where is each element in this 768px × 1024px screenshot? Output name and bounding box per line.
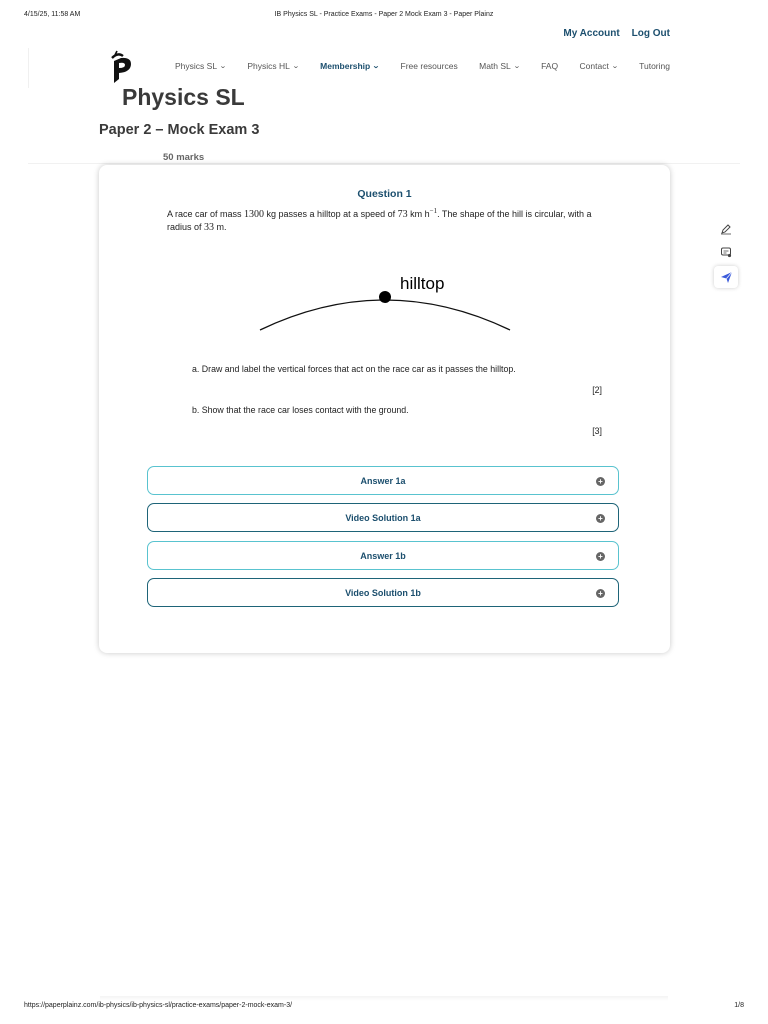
nav-label: Math SL	[479, 61, 511, 71]
nav-label: FAQ	[541, 61, 559, 71]
send-icon	[720, 271, 733, 284]
footer-divider	[100, 996, 668, 1001]
site-logo[interactable]	[106, 50, 136, 84]
part-a-text: a. Draw and label the vertical forces that act on the race car as it passes the hilltop.	[192, 364, 516, 374]
print-header	[24, 11, 744, 23]
nav-label: Physics HL	[247, 61, 290, 71]
annotate-tool[interactable]	[714, 218, 738, 240]
chevron-down-icon: ⌄	[219, 63, 227, 70]
unit-exponent: −1	[429, 207, 438, 215]
video-solution-1b-accordion[interactable]	[147, 578, 619, 607]
speed-value: 73	[397, 209, 408, 220]
plus-circle-icon: +	[596, 514, 605, 523]
total-marks: 50 marks	[163, 152, 205, 163]
race-car-dot	[379, 291, 391, 303]
question-text-part: kg passes a hilltop at a speed of	[264, 209, 398, 219]
nav-faq[interactable]	[541, 61, 558, 71]
my-account-link[interactable]: My Account	[563, 28, 620, 39]
plus-circle-icon: +	[596, 589, 605, 598]
answer-1b-accordion[interactable]	[147, 541, 619, 570]
accordion-label: Video Solution 1b	[345, 587, 421, 598]
nav-physics-hl[interactable]	[247, 61, 298, 71]
nav-physics-sl[interactable]	[175, 61, 226, 71]
accordion-label: Answer 1b	[360, 550, 406, 561]
log-out-link[interactable]: Log Out	[631, 28, 670, 39]
nav-tutoring[interactable]	[639, 61, 670, 71]
question-text	[167, 205, 607, 234]
part-a-marks: [2]	[592, 385, 602, 395]
answer-1a-accordion[interactable]	[147, 466, 619, 495]
account-links	[563, 28, 670, 39]
accordion-label: Video Solution 1a	[345, 512, 421, 523]
divider	[28, 48, 29, 88]
question-text-part: A race car of mass	[167, 209, 245, 219]
hill-curve	[260, 300, 510, 330]
page-subtitle: Paper 2 – Mock Exam 3	[99, 122, 260, 138]
question-text-part: . The shape of the hill is circular, with a radius of	[167, 209, 592, 232]
translate-tool[interactable]	[714, 241, 738, 263]
page-title: Physics SL	[122, 84, 245, 110]
print-title: IB Physics SL - Practice Exams - Paper 2 Mock Exam 3 - Paper Plainz	[274, 11, 494, 18]
accordion-label: Answer 1a	[360, 475, 406, 486]
hilltop-label: hilltop	[400, 274, 445, 293]
main-nav	[175, 61, 670, 71]
nav-label: Tutoring	[639, 61, 670, 71]
chevron-down-icon: ⌄	[291, 63, 300, 70]
question-text-part: km h	[407, 209, 430, 219]
nav-membership[interactable]	[320, 61, 379, 71]
nav-math-sl[interactable]	[479, 61, 520, 71]
nav-label: Contact	[579, 61, 609, 71]
print-footer	[24, 1002, 744, 1012]
chevron-down-icon: ⌄	[512, 63, 521, 70]
question-title: Question 1	[357, 188, 412, 200]
nav-label: Physics SL	[175, 61, 218, 71]
print-date: 4/15/25, 11:58 AM	[24, 11, 81, 18]
pen-icon	[720, 223, 732, 235]
plus-circle-icon: +	[596, 552, 605, 561]
plus-circle-icon: +	[596, 477, 605, 486]
nav-label: Free resources	[400, 61, 458, 71]
video-solution-1a-accordion[interactable]	[147, 503, 619, 532]
question-text-part: m.	[214, 222, 227, 232]
nav-label: Membership	[320, 61, 371, 71]
translate-icon	[720, 246, 732, 258]
part-b-text: b. Show that the race car loses contact with the ground.	[192, 405, 409, 415]
print-url: https://paperplainz.com/ib-physics/ib-physics-sl/practice-exams/paper-2-mock-exam-3/	[24, 1002, 293, 1009]
mass-value: 1300	[244, 209, 265, 220]
nav-free-resources[interactable]	[401, 61, 458, 71]
nav-contact[interactable]	[580, 61, 618, 71]
hilltop-diagram	[254, 265, 524, 345]
chevron-down-icon: ⌄	[610, 63, 619, 70]
assistant-tool[interactable]	[714, 266, 738, 288]
radius-value: 33	[204, 222, 215, 233]
part-b-marks: [3]	[592, 426, 602, 436]
divider	[28, 163, 740, 164]
logo-icon	[106, 50, 136, 84]
question-card	[99, 165, 670, 653]
print-page-number: 1/8	[734, 1002, 744, 1009]
chevron-down-icon: ⌄	[372, 63, 380, 70]
